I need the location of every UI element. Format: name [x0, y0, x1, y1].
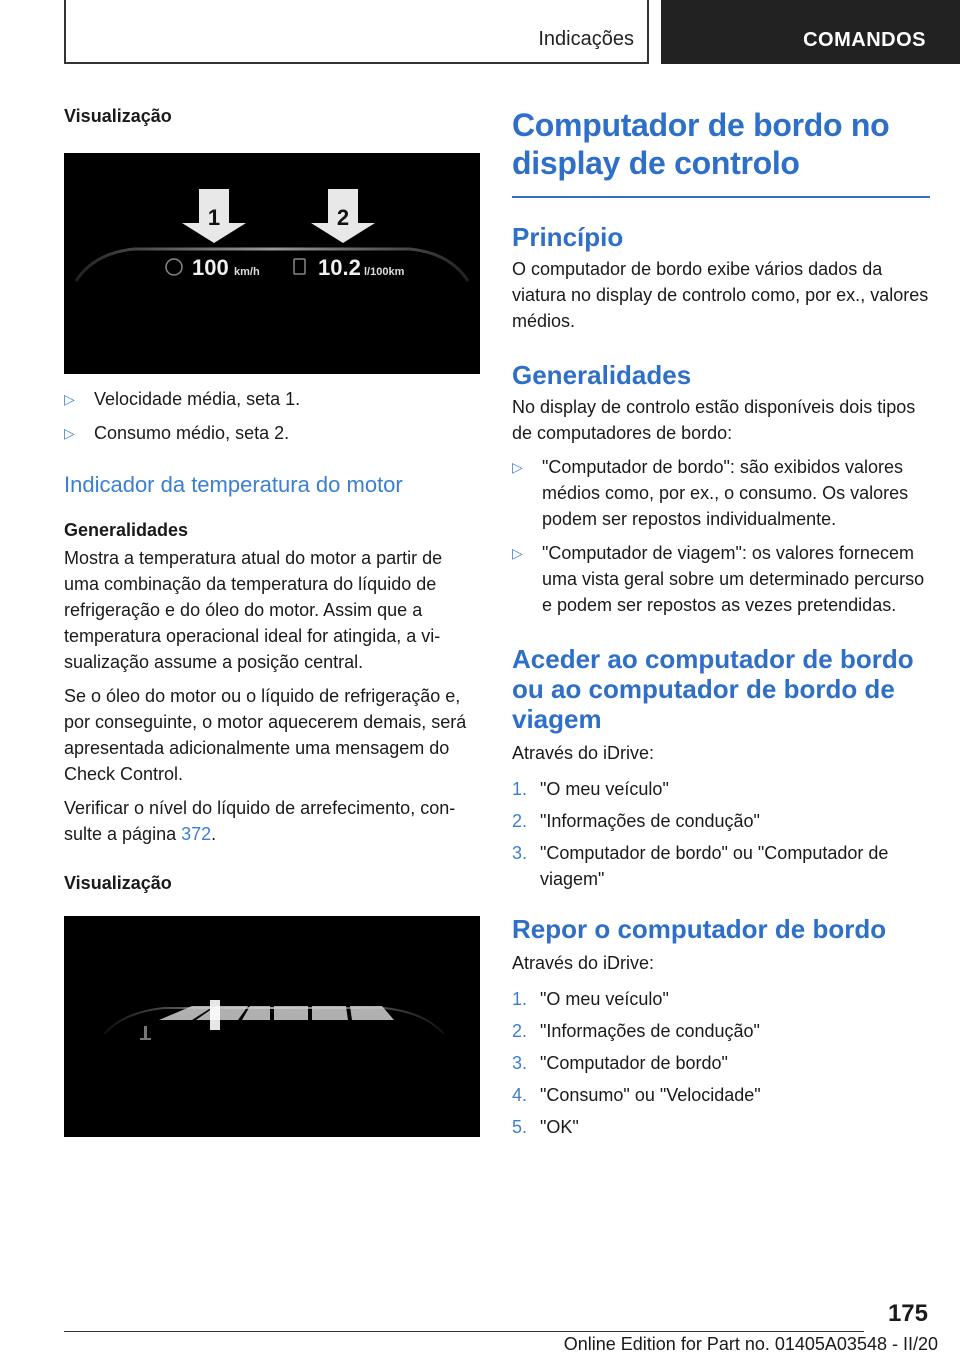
- list-item: ▷ "Computador de bordo": são exibidos valores médios como, por ex., o consumo. Os valores podem ser repostos individualmente.: [512, 454, 930, 532]
- header-chapter-tab: COMANDOS: [661, 0, 960, 64]
- paragraph: O computador de bordo exibe vários dados da viatura no display de controlo como, por ex., valores médios.: [512, 259, 929, 331]
- paragraph: Se o óleo do motor ou o líquido de refrigeração e, por conseguinte, o motor aquecerem demais, será apresentada adicionalmente uma mensagem do Check Control.: [64, 686, 467, 784]
- triangle-bullet-icon: ▷: [512, 545, 523, 561]
- list-item: 1. "O meu veículo": [512, 989, 669, 1009]
- temperature-gauge-illustration: [64, 916, 480, 1137]
- reset-steps-list: [512, 986, 930, 1140]
- section-heading-temperature: Indicador da temperatura do motor: [64, 472, 403, 497]
- cluster-arc: [76, 249, 468, 281]
- title-divider: [512, 196, 930, 198]
- list-item: 4. "Consumo" ou "Velocidade": [512, 1085, 761, 1105]
- coolant-temperature-icon: [140, 1026, 151, 1040]
- paragraph: Através do iDrive:: [512, 743, 655, 763]
- consumption-value: 10.2: [318, 255, 361, 280]
- list-item: 3. "Computador de bordo": [512, 1053, 728, 1073]
- list-item: ▷ "Computador de viagem": os valores fornecem uma vista geral sobre um determinado percurso e podem ser repostos as vezes pretendidas.: [512, 540, 930, 618]
- list-item: 1. "O meu veículo": [512, 779, 669, 799]
- list-item: ▷ Consumo médio, seta 2.: [64, 420, 480, 446]
- section-heading-principio: Princípio: [512, 222, 624, 252]
- subheading-generalidades: Generalidades: [64, 520, 189, 540]
- section-heading-repor: Repor o computador de bordo: [512, 914, 887, 944]
- paragraph: Mostra a temperatura atual do motor a partir de uma combinação da temperatura do líquido de refrigeração e do óleo do motor. Assim que a temperatura operacional ideal for atingida, a visualização assume a posição central.: [64, 548, 443, 672]
- list-item: 2. "Informações de condução": [512, 1021, 760, 1041]
- figure-speed-consumption: [64, 153, 480, 374]
- section-heading-generalidades: Generalidades: [512, 360, 692, 390]
- list-item: ▷ Velocidade média, seta 1.: [64, 386, 480, 412]
- triangle-bullet-icon: ▷: [64, 425, 75, 441]
- gauge-segments: [159, 1006, 394, 1020]
- arrow-1-label: 1: [207, 205, 221, 230]
- access-steps-list: [512, 776, 930, 892]
- consumption-unit: l/100km: [364, 266, 405, 278]
- footer-divider: [64, 1331, 864, 1332]
- section-heading-aceder: Aceder ao computador de bordo ou ao computador de bordo de viagem: [512, 644, 914, 734]
- list-item: 2. "Informações de condução": [512, 811, 760, 831]
- triangle-bullet-icon: ▷: [512, 459, 523, 475]
- page-number: 175: [887, 1300, 928, 1327]
- list-item: 5. "OK": [512, 1117, 579, 1137]
- fuel-pump-icon: [294, 259, 305, 274]
- left-column: [64, 100, 480, 1137]
- right-column: [512, 100, 930, 1146]
- header-section-title: Indicações: [538, 28, 634, 50]
- footer-edition-text: Online Edition for Part no. 01405A03548 - II/20: [563, 1334, 938, 1354]
- figure-temperature-gauge: [64, 916, 480, 1137]
- gauge-needle: [210, 1000, 220, 1030]
- speedometer-icon: [166, 259, 182, 275]
- view-label: Visualização: [64, 106, 172, 126]
- paragraph: No display de controlo estão disponíveis dois tipos de computadores de bordo:: [512, 397, 916, 443]
- paragraph: Através do iDrive:: [512, 953, 655, 973]
- list-item: 3. "Computador de bordo" ou "Computador de viagem": [512, 843, 889, 889]
- page-reference-link[interactable]: 372: [181, 824, 212, 844]
- page-title: Computador de bordo no display de controlo: [512, 107, 890, 181]
- speed-unit: km/h: [234, 266, 260, 278]
- arrow-2-label: 2: [336, 205, 350, 230]
- view-label: Visualização: [64, 873, 172, 893]
- triangle-bullet-icon: ▷: [64, 391, 75, 407]
- cluster-display-illustration: [64, 153, 480, 374]
- computer-types-list: [512, 454, 930, 618]
- speed-value: 100: [192, 255, 229, 280]
- figure-legend-list: [64, 386, 480, 446]
- paragraph-with-link: Verificar o nível do líquido de arrefecimento, consulte a página 372.: [64, 798, 456, 844]
